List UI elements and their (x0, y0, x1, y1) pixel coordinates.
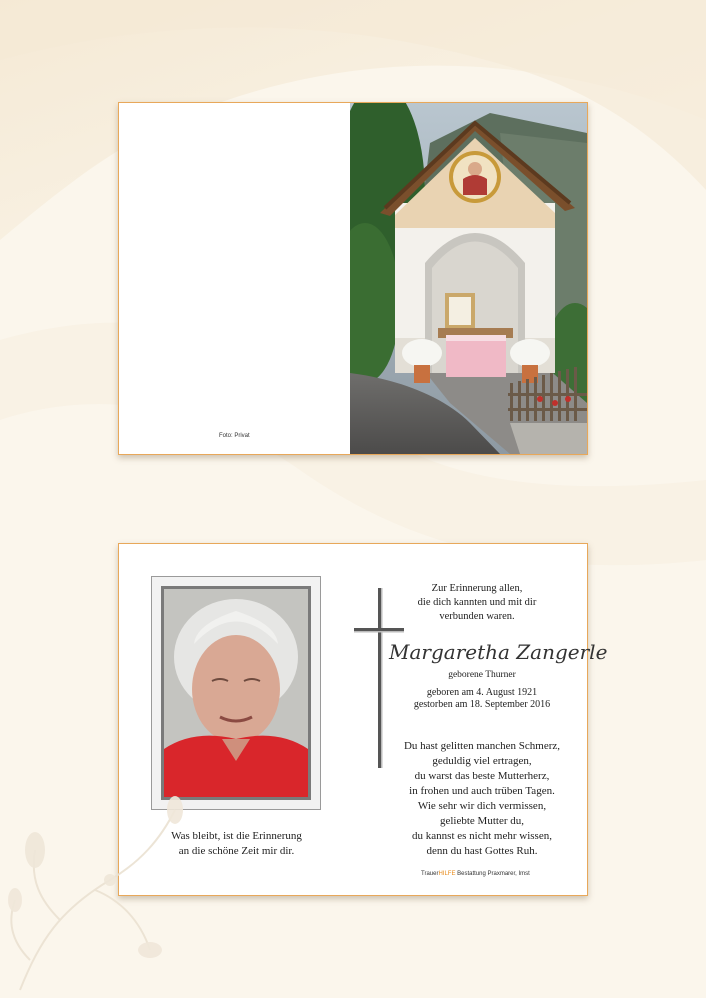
floral-decoration (0, 790, 190, 998)
poem-line: Wie sehr wir dich vermissen, (417, 800, 547, 812)
brand-trauer: Trauer (421, 871, 439, 877)
chapel-photo (350, 103, 587, 454)
poem-line: in frohen und auch trüben Tagen. (409, 785, 555, 797)
card-front-inner-left (119, 103, 350, 454)
photo-credit: Foto: Privat (219, 433, 250, 439)
funeral-home-name: Bestattung Praxmarer, Imst (455, 871, 530, 877)
poem-line: Du hast gelitten manchen Schmerz, (403, 740, 561, 752)
maiden-name (387, 668, 577, 682)
intro-text (387, 582, 567, 624)
poem-line: du warst das beste Mutterherz, (414, 770, 550, 782)
intro-line: die dich kannten und mit dir (417, 597, 537, 608)
death-date: gestorben am 18. September 2016 (413, 699, 551, 710)
deceased-name: Margaretha Zangerle (389, 640, 608, 664)
card-front (118, 102, 588, 455)
maiden-name-line: geborene Thurner (448, 670, 516, 680)
left-quote-line: an die schöne Zeit mir dir. (178, 845, 295, 857)
poem-line: geliebte Mutter du, (439, 815, 524, 827)
funeral-home-credit (421, 871, 530, 877)
poem (382, 739, 582, 859)
poem-line: du kannst es nicht mehr wissen, (412, 830, 552, 842)
left-quote-line: Was bleibt, ist die Erinnerung (171, 830, 302, 842)
intro-line: Zur Erinnerung allen, (431, 583, 523, 594)
life-dates (387, 687, 577, 711)
intro-line: verbunden waren. (439, 611, 515, 622)
poem-line: denn du hast Gottes Ruh. (426, 845, 538, 857)
poem-line: geduldig viel ertragen, (432, 755, 532, 767)
brand-hilfe: HILFE (438, 871, 456, 877)
birth-date: geboren am 4. August 1921 (426, 687, 538, 698)
portrait-frame (151, 576, 321, 810)
portrait-photo (161, 586, 311, 800)
